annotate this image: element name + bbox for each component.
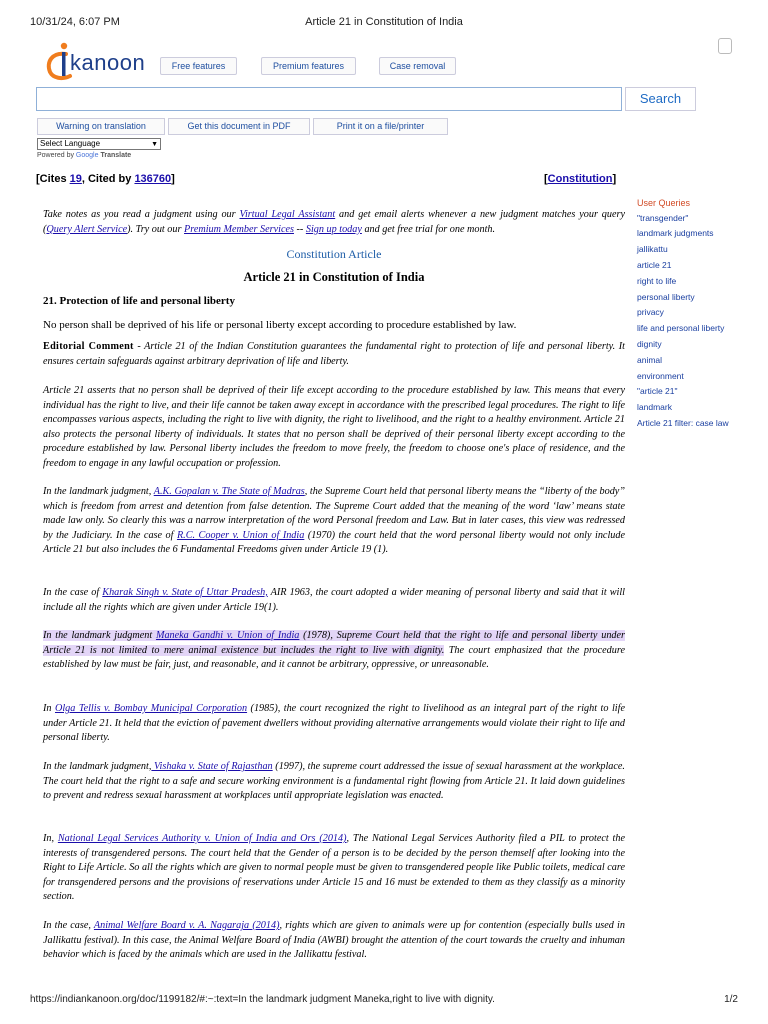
print-url: https://indiankanoon.org/doc/1199182/#:~:text=In the landmark judgment Maneka,right to live with dignity. <box>30 994 495 1005</box>
para-animal-welfare: In the case, Animal Welfare Board v. A. Nagaraja (2014), rights which are given to animals were up for contention (especially bulls used in Jallikattu festival). In this case, the Animal Welfare Board of India (AWBI) brought the attention of the court towards the cruelty and inhuman behavior which is faced by the animals which are used in the Jallikattu festival. <box>43 920 625 961</box>
para-olga-tellis: In Olga Tellis v. Bombay Municipal Corporation (1985), the court recognized the right to livelihood as an integral part of the right to life under Article 21. It held that the eviction of pavement dwellers without providing alternative arrangements would violate their right to life and personal liberty. <box>43 703 625 744</box>
kharak-singh-case-link[interactable]: Kharak Singh v. State of Uttar Pradesh, <box>102 587 268 598</box>
search-button[interactable]: Search <box>625 87 696 111</box>
language-select-value: Select Language <box>40 139 101 148</box>
user-query-item[interactable]: article 21 <box>637 260 672 270</box>
animal-welfare-case-link[interactable]: Animal Welfare Board v. A. Nagaraja (2014) <box>93 920 280 931</box>
site-logo[interactable] <box>44 40 154 82</box>
category-link[interactable]: Constitution <box>547 173 613 185</box>
gopalan-case-link[interactable]: A.K. Gopalan v. The State of Madras <box>153 486 305 497</box>
para-article21: Article 21 asserts that no person shall be deprived of their life except according to the procedure established by law. This means that every individual has the right to live, and their life cannot be taken away except in accordance with the prescribed legal procedures. The right to life encompasses various aspects, including the right to live with dignity, the right to livelihood, and the right to a healthy environment. Article 21 also protects the personal liberty of individuals. It states that no person shall be deprived of their personal liberty except according to the procedure established by law. Personal liberty includes the freedom to move freely, the freedom to choose one's place of residence, and the freedom to engage in any lawful occupation or profession. <box>43 385 625 469</box>
user-query-item[interactable]: life and personal liberty <box>637 323 725 333</box>
user-query-item[interactable]: animal <box>637 355 663 365</box>
user-queries-title: User Queries <box>637 198 691 208</box>
para-gopalan: In the landmark judgment, A.K. Gopalan v. The State of Madras, the Supreme Court held that personal liberty means the “liberty of the body” which is freedom from arrest and detention from false detention. The Supreme Court added that the meaning of the word ‘law’ means state made law only. So clearly this was a narrow interpretation of the word Personal freedom and Law. But in later cases, this view was redressed by the Judiciary. In the case of R.C. Cooper v. Union of India (1970) the court held that the word personal liberty would not only include Article 21 but also includes the 6 Fundamental Freedoms given under Article 19 (1). <box>43 486 625 556</box>
para-nalsa: In, National Legal Services Authority v. Union of India and Ors (2014), The National Legal Services Authority filed a PIL to protect the interests of transgendered persons. The court held that the Gender of a person is to be decided by the person themself after looking into the Right to Life Article. So all the rights which are given to normal people must be given to transgendered people like Public toilets, medical care for transgendered persons and the provisions of reservations under Article 15 and 16 must be extended to them as they classify as a minority section. <box>43 833 625 903</box>
user-query-item[interactable]: privacy <box>637 307 664 317</box>
print-date: 10/31/24, 6:07 PM <box>30 16 120 28</box>
section-title: 21. Protection of life and personal liberty <box>43 295 235 307</box>
premium-notice: Take notes as you read a judgment using our Virtual Legal Assistant and get email alerts whenever a new judgment matches your query (Query Alert Service). Try out our Premium Member Services -- Sign up today and get free trial for one month. <box>43 209 625 235</box>
warning-on-translation-button[interactable]: Warning on translation <box>37 118 165 135</box>
maneka-gandhi-case-link[interactable]: Maneka Gandhi v. Union of India <box>155 630 300 641</box>
query-alert-service-link[interactable]: Query Alert Service <box>46 223 128 235</box>
print-footer <box>30 994 738 1008</box>
user-query-item[interactable]: right to life <box>637 276 677 286</box>
doc-type: Constitution Article <box>286 247 382 261</box>
cited-by-link[interactable]: 136760 <box>134 173 172 185</box>
user-query-item[interactable]: "transgender" <box>637 213 689 223</box>
free-features-button[interactable]: Free features <box>160 57 237 75</box>
nalsa-case-link[interactable]: National Legal Services Authority v. Union of India and Ors (2014) <box>57 833 347 844</box>
para-vishaka: In the landmark judgment, Vishaka v. State of Rajasthan (1997), the supreme court addressed the issue of sexual harassment at the workplace. The court held that the right to a safe and secure working environment is a fundamental right flowing from Article 21. It laid down guidelines to prevent and redress sexual harassment at workplaces until appropriate legislation was enacted. <box>43 761 625 802</box>
user-query-item[interactable]: "article 21" <box>637 386 678 396</box>
page-corner-checkbox[interactable] <box>718 38 732 54</box>
premium-member-services-link[interactable]: Premium Member Services <box>184 223 294 235</box>
print-page-number: 1/2 <box>724 994 738 1005</box>
case-removal-button[interactable]: Case removal <box>379 57 456 75</box>
chevron-down-icon: ▼ <box>151 141 158 148</box>
virtual-legal-assistant-link[interactable]: Virtual Legal Assistant <box>239 209 336 220</box>
user-query-item[interactable]: environment <box>637 371 684 381</box>
user-query-item[interactable]: landmark judgments <box>637 228 714 238</box>
vishaka-case-link[interactable]: Vishaka v. State of Rajasthan <box>151 761 273 772</box>
print-button[interactable]: Print it on a file/printer <box>313 118 448 135</box>
article-text: No person shall be deprived of his life or personal liberty except according to procedure established by law. <box>43 319 517 331</box>
logo-wordmark: kanoon <box>70 50 146 75</box>
search-input[interactable] <box>36 87 622 111</box>
user-query-item[interactable]: jallikattu <box>637 244 668 254</box>
user-query-item[interactable]: personal liberty <box>637 292 695 302</box>
para-maneka-gandhi: In the landmark judgment Maneka Gandhi v. Union of India (1978), Supreme Court held that the right to life and personal liberty under Article 21 is not limited to mere animal existence but includes the right to live with dignity. The court emphasized that the procedure established by law must be fair, just, and reasonable, and it cannot be arbitrary, oppressive, or unreasonable. <box>43 630 625 671</box>
premium-features-button[interactable]: Premium features <box>261 57 356 75</box>
get-pdf-button[interactable]: Get this document in PDF <box>168 118 310 135</box>
user-query-item[interactable]: dignity <box>637 339 662 349</box>
sign-up-link[interactable]: Sign up today <box>305 223 362 235</box>
olga-tellis-case-link[interactable]: Olga Tellis v. Bombay Municipal Corporation <box>54 703 248 714</box>
editorial-comment: Editorial Comment - Article 21 of the Indian Constitution guarantees the fundamental right to protection of life and personal liberty. It ensures certain safeguards against arbitrary deprivation of life and liberty. <box>43 341 625 367</box>
language-select[interactable] <box>37 138 161 150</box>
doc-title: Article 21 in Constitution of India <box>243 270 425 284</box>
text-highlight: In the landmark judgment Maneka Gandhi v. Union of India (1978), Supreme Court held that the right to life and personal liberty under Article 21 is not limited to mere animal existence but includes the right to live with dignity. <box>43 630 625 656</box>
cites-link[interactable]: 19 <box>69 173 82 185</box>
print-title: Article 21 in Constitution of India <box>305 16 463 28</box>
cites-info: [Cites 19, Cited by 136760] <box>36 173 175 185</box>
category-info: [Constitution] <box>544 173 617 185</box>
powered-by-google-translate: Powered by Google Translate <box>37 152 132 159</box>
user-query-item[interactable]: landmark <box>637 402 672 412</box>
google-logo: Google <box>75 152 99 159</box>
print-header <box>30 16 738 30</box>
user-query-item[interactable]: Article 21 filter: case law <box>637 418 729 428</box>
para-kharak-singh: In the case of Kharak Singh v. State of Uttar Pradesh, AIR 1963, the court adopted a wider meaning of personal liberty and said that it will include all the rights which are given under Article 19(1). <box>43 587 626 613</box>
cooper-case-link[interactable]: R.C. Cooper v. Union of India <box>176 529 305 541</box>
